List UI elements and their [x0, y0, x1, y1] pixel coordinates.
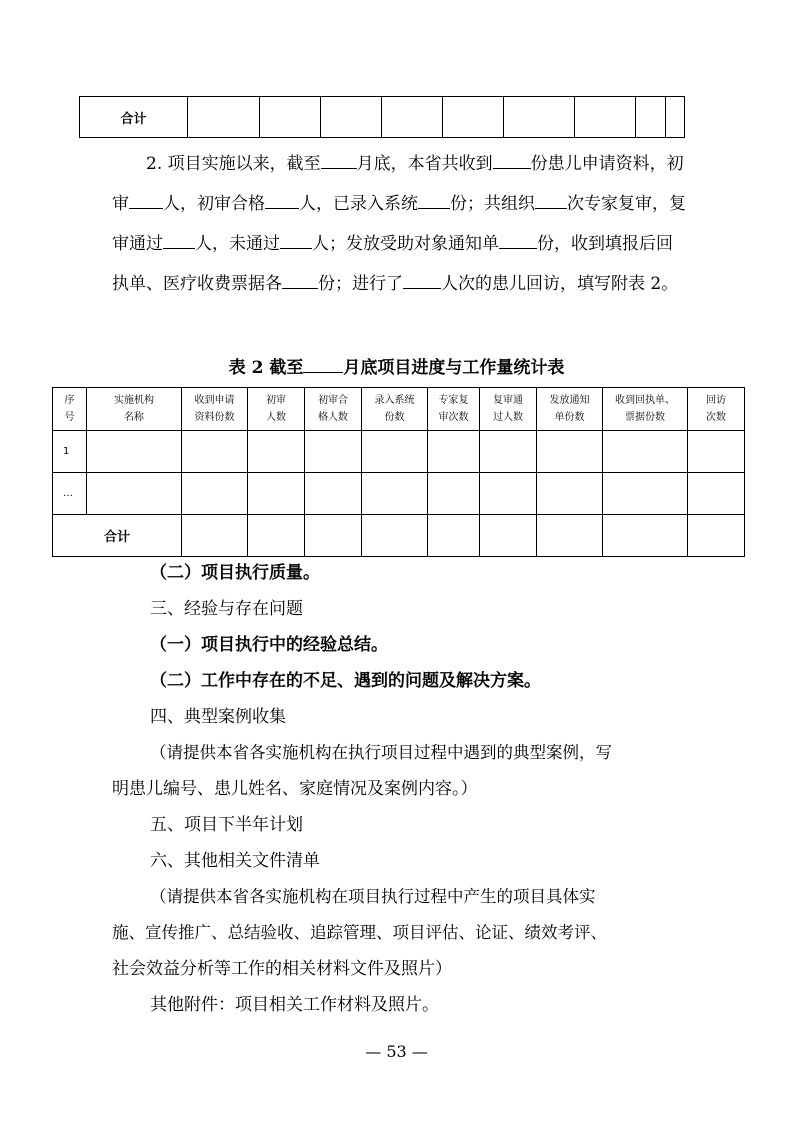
table-cell: [362, 473, 428, 515]
previous-table-total-row: [79, 96, 715, 138]
table-cell: [87, 473, 182, 515]
paragraph-progress: [112, 144, 688, 304]
table-cell: [428, 431, 480, 473]
table-cell: [688, 473, 745, 515]
heading-experience-summary: （一）项目执行中的经验总结。: [150, 635, 388, 655]
table-total-row: [53, 515, 745, 557]
table-cell: [603, 473, 688, 515]
table-cell: [575, 97, 636, 138]
heading-second-half-plan: 五、项目下半年计划: [150, 815, 303, 835]
header-cell: 实施机构 名称: [87, 388, 182, 431]
text-segment: 人次的患儿回访，填写附表 2。: [441, 274, 679, 294]
heading-typical-cases: 四、典型案例收集: [150, 707, 286, 727]
header-cell: 收到申请 资料份数: [182, 388, 248, 431]
text-segment: 份，收到填报后回执单、医疗收费票据各: [112, 234, 673, 294]
total-label: 合计: [53, 515, 182, 557]
table-cell: [248, 473, 305, 515]
table-row: [53, 431, 745, 473]
header-cell: 录入系统 份数: [362, 388, 428, 431]
text-segment: 份患儿申请资料，初审: [112, 154, 684, 214]
fill-blank: [403, 270, 441, 289]
page-number: — 53 —: [365, 1042, 428, 1061]
typical-cases-note-line1: （请提供本省各实施机构在执行项目过程中遇到的典型案例，写: [150, 743, 612, 762]
title-suffix: 月底项目进度与工作量统计表: [343, 357, 565, 378]
table-cell: [362, 515, 428, 557]
table-cell: [305, 431, 362, 473]
table-cell: [428, 515, 480, 557]
table-cell: [537, 515, 603, 557]
table-cell: [537, 473, 603, 515]
table-cell: [248, 515, 305, 557]
table-cell: [688, 431, 745, 473]
row-number: …: [53, 473, 87, 515]
heading-shortcomings: （二）工作中存在的不足、遇到的问题及解决方案。: [150, 671, 541, 691]
text-segment: 人；发放受助对象通知单: [312, 234, 499, 254]
fill-blank: [282, 270, 318, 289]
header-cell: 发放通知 单份数: [537, 388, 603, 431]
table-cell: [320, 97, 381, 138]
table-cell: [636, 97, 666, 138]
table-cell: [182, 431, 248, 473]
text-segment: 月底，本省共收到: [356, 154, 493, 174]
progress-statistics-table: [52, 387, 745, 557]
total-label: 合计: [80, 97, 188, 138]
table-cell: [442, 97, 503, 138]
fill-blank: [265, 190, 299, 209]
heading-experience-issues: 三、经验与存在问题: [150, 599, 303, 619]
fill-blank: [535, 190, 567, 209]
table-cell: [428, 473, 480, 515]
related-files-note-line3: 社会效益分析等工作的相关材料文件及照片）: [112, 959, 452, 979]
table-cell: [603, 515, 688, 557]
header-cell: 收到回执单、 票据份数: [603, 388, 688, 431]
table-cell: [188, 97, 260, 138]
fill-blank: [280, 230, 312, 249]
fill-blank: [418, 190, 450, 209]
table-cell: [362, 431, 428, 473]
typical-cases-note-line2: 明患儿编号、患儿姓名、家庭情况及案例内容。）: [112, 779, 478, 799]
table-cell: [480, 515, 537, 557]
table-cell: [381, 97, 442, 138]
header-cell: 专家复 审次数: [428, 388, 480, 431]
text-segment: 人，初审合格: [163, 194, 265, 214]
text-segment: 2. 项目实施以来，截至: [146, 154, 321, 174]
other-attachments: 其他附件：项目相关工作材料及照片。: [150, 995, 439, 1015]
table-cell: [480, 431, 537, 473]
text-segment: 次专家复审，复审通过: [112, 194, 686, 254]
table-cell: [688, 515, 745, 557]
fill-blank: [129, 190, 163, 209]
fill-blank: [321, 150, 357, 169]
table-cell: [305, 515, 362, 557]
table-cell: [480, 473, 537, 515]
text-segment: 份；共组织: [450, 194, 535, 214]
table-cell: [259, 97, 320, 138]
header-cell: 序 号: [53, 388, 87, 431]
heading-related-files: 六、其他相关文件清单: [150, 851, 320, 871]
row-number: 1: [53, 431, 87, 473]
fill-blank: [499, 230, 537, 249]
header-cell: 复审通 过人数: [480, 388, 537, 431]
title-prefix: 表 2 截至: [228, 357, 304, 378]
table-cell: [603, 431, 688, 473]
fill-blank: [493, 150, 531, 169]
table-title: [0, 354, 793, 380]
related-files-note-line2: 施、宣传推广、总结验收、追踪管理、项目评估、论证、绩效考评、: [112, 923, 607, 942]
fill-blank: [303, 354, 343, 373]
table-cell: [305, 473, 362, 515]
table-header-row: [53, 388, 745, 431]
text-segment: 人，未通过: [195, 234, 280, 254]
table-cell: [87, 431, 182, 473]
table-cell: [182, 473, 248, 515]
table-cell: [503, 97, 575, 138]
text-segment: 人，已录入系统: [299, 194, 418, 214]
header-cell: 初审 人数: [248, 388, 305, 431]
header-cell: 初审合 格人数: [305, 388, 362, 431]
text-segment: 份；进行了: [318, 274, 403, 294]
table-cell: [248, 431, 305, 473]
table-row: [53, 473, 745, 515]
heading-execution-quality: （二）项目执行质量。: [150, 563, 320, 583]
table-cell: [182, 515, 248, 557]
header-cell: 回访 次数: [688, 388, 745, 431]
table-cell: [537, 431, 603, 473]
fill-blank: [163, 230, 195, 249]
related-files-note-line1: （请提供本省各实施机构在项目执行过程中产生的项目具体实: [150, 887, 596, 906]
table-cell: [666, 97, 685, 138]
